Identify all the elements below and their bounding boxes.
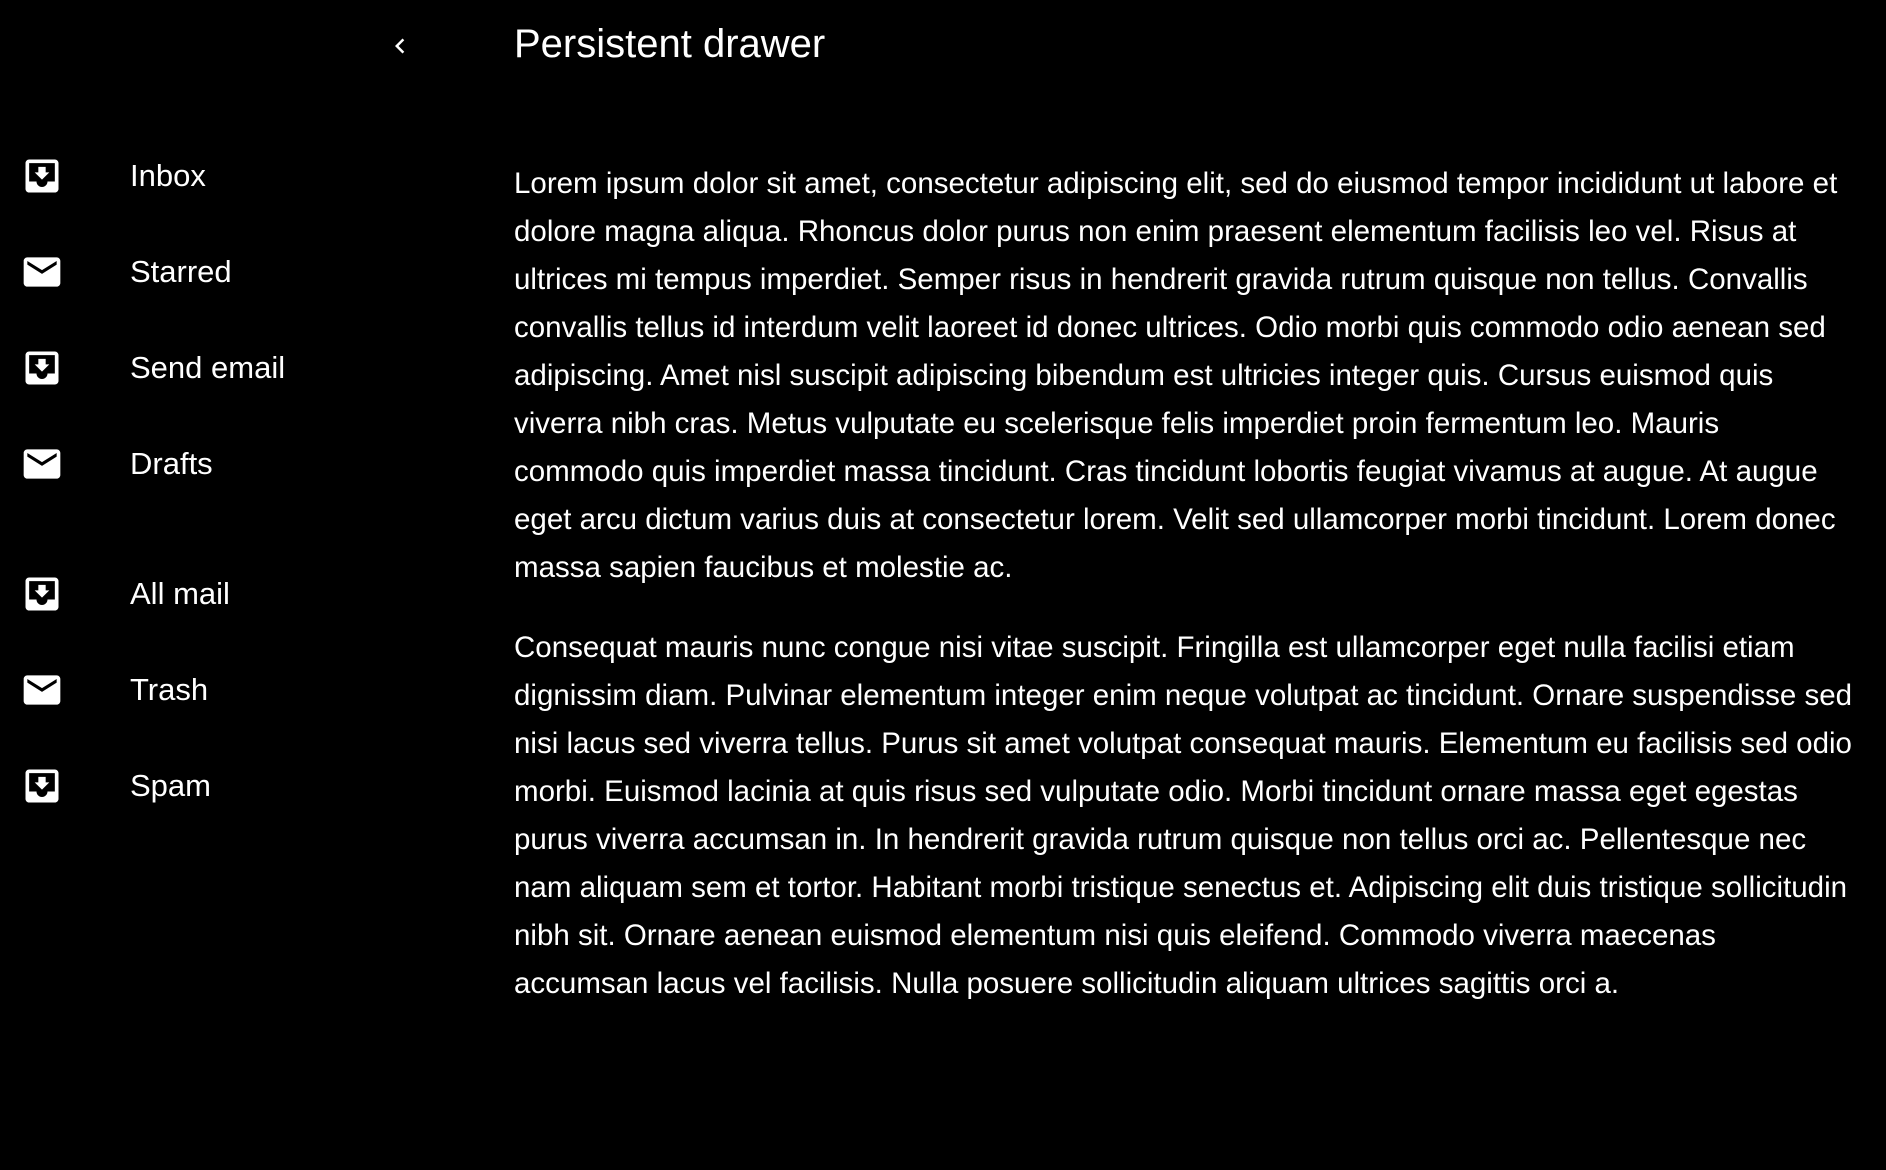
content-paragraph: Consequat mauris nunc congue nisi vitae suscipit. Fringilla est ullamcorper eget nulla facilisi etiam dignissim diam. Pulvinar elementum integer enim neque volutpat ac tincidunt. Ornare suspendisse sed nisi lacus sed viverra tellus. Purus sit amet volutpat consequat mauris. Elementum eu facilisis sed odio morbi. Euismod lacinia at quis risus sed vulputate odio. Morbi tincidunt ornare massa eget egestas purus viverra accumsan in. In hendrerit gravida rutrum quisque non tellus orci ac. Pellentesque nec nam aliquam sem et tortor. Habitant morbi tristique senectus et. Adipiscing elit duis tristique sollicitudin nibh sit. Ornare aenean euismod elementum nisi quis eleifend. Commodo viverra maecenas accumsan lacus vel facilisis. Nulla posuere sollicitudin aliquam ultrices sagittis orci a. xyxy=(514,631,1853,1000)
page-title: Persistent drawer xyxy=(514,22,826,66)
drawer-item-label: Starred xyxy=(130,254,232,289)
drawer-header xyxy=(0,0,480,92)
move-to-inbox-icon xyxy=(20,764,64,808)
drawer-item-all-mail[interactable] xyxy=(0,546,480,642)
drawer-item-label: Drafts xyxy=(130,446,213,481)
move-to-inbox-icon xyxy=(20,154,64,198)
drawer-item-label: Send email xyxy=(130,350,286,385)
drawer-item-trash[interactable] xyxy=(0,642,480,738)
drawer-primary-list xyxy=(0,128,480,512)
drawer-item-spam[interactable] xyxy=(0,738,480,834)
drawer-item-drafts[interactable] xyxy=(0,416,480,512)
drawer-secondary-list xyxy=(0,546,480,834)
drawer-item-starred[interactable] xyxy=(0,224,480,320)
persistent-drawer xyxy=(0,0,480,1170)
drawer-item-label: All mail xyxy=(130,576,230,611)
drawer-item-send-email[interactable] xyxy=(0,320,480,416)
content-paragraph: Lorem ipsum dolor sit amet, consectetur adipiscing elit, sed do eiusmod tempor incididunt ut labore et dolore magna aliqua. Rhoncus dolor purus non enim praesent elementum facilisis leo vel. Risus at ultrices mi tempus imperdiet. Semper risus in hendrerit gravida rutrum quisque non tellus. Convallis convallis tellus id interdum velit laoreet id donec ultrices. Odio morbi quis commodo odio aenean sed adipiscing. Amet nisl suscipit adipiscing bibendum est ultricies integer quis. Cursus euismod quis viverra nibh cras. Metus vulputate eu scelerisque felis imperdiet proin fermentum leo. Mauris commodo quis imperdiet massa tincidunt. Cras tincidunt lobortis feugiat vivamus at augue. At augue eget arcu dictum varius duis at consectetur lorem. Velit sed ullamcorper morbi tincidunt. Lorem donec massa sapien faucibus et molestie ac. xyxy=(514,167,1838,584)
chevron-left-icon xyxy=(385,31,415,61)
move-to-inbox-icon xyxy=(20,572,64,616)
move-to-inbox-icon xyxy=(20,346,64,390)
mail-icon xyxy=(20,668,64,712)
mail-icon xyxy=(20,250,64,294)
collapse-drawer-button[interactable] xyxy=(376,22,424,70)
drawer-item-label: Spam xyxy=(130,768,211,803)
drawer-item-label: Trash xyxy=(130,672,209,707)
main-content xyxy=(514,160,1854,1040)
drawer-item-label: Inbox xyxy=(130,158,206,193)
mail-icon xyxy=(20,442,64,486)
drawer-item-inbox[interactable] xyxy=(0,128,480,224)
